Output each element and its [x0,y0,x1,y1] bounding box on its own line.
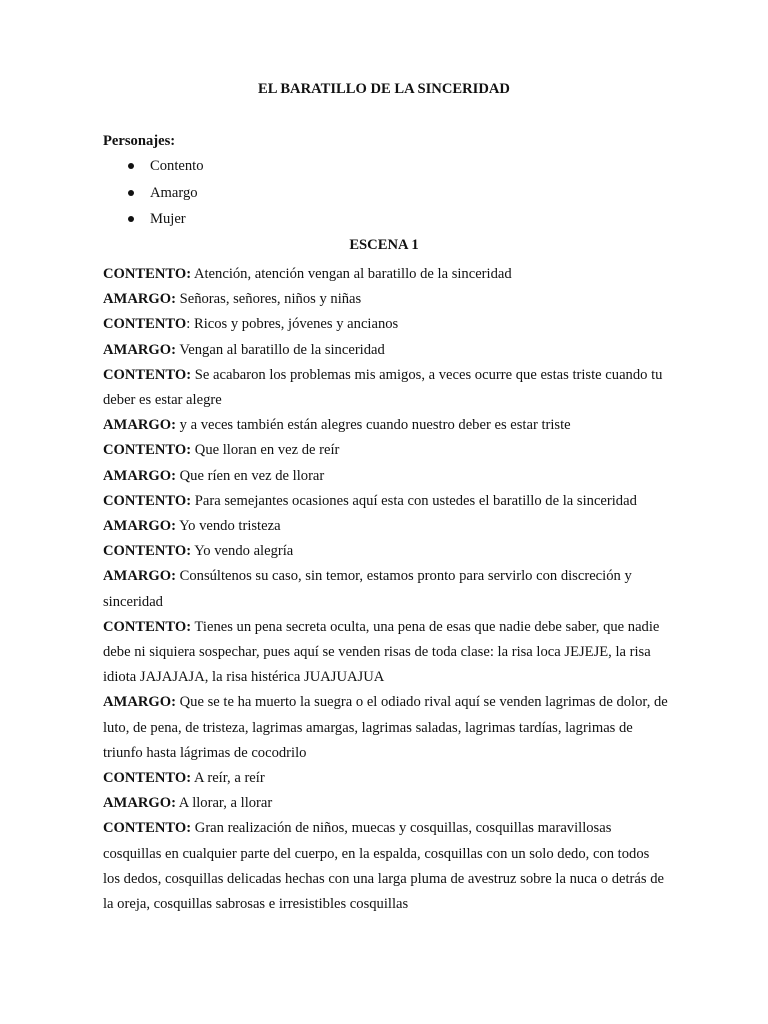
document-title: EL BARATILLO DE LA SINCERIDAD [258,81,510,97]
dialogue-line [103,363,668,413]
list-item [0,210,768,237]
line-text: Yo vendo tristeza [175,518,281,535]
dialogue-line [103,413,668,438]
dialogue-line [103,489,668,514]
scene-heading: ESCENA 1 [349,237,419,253]
speaker-name: AMARGO: [103,694,176,711]
line-text: Que se te ha muerto la suegra o el odiado rival aquí se venden lagrimas de dolor, de luto, de pena, de tristeza, lagrimas amargas, lagrimas saladas, lagrimas tardías, lagrimas de triunfo hasta lágrimas de cocodrilo [103,694,668,761]
dialogue-line [103,791,668,816]
line-text: Tienes un pena secreta oculta, una pena de esas que nadie debe saber, que nadie debe ni siquiera sospechar, pues aquí se venden risas de toda clase: la risa loca JEJEJE, la risa idiota JAJAJAJA, la risa histérica JUAJUAJUA [103,618,660,686]
dialogue-line [103,464,668,489]
line-text: Yo vendo alegría [191,543,294,560]
speaker-name: AMARGO: [103,417,176,434]
speaker-name: CONTENTO: [103,770,192,787]
bullet-icon [128,216,134,222]
dialogue-line [103,564,668,614]
dialogue-line [103,262,668,287]
speaker-name: AMARGO: [103,291,176,308]
dialogue-line [103,312,668,337]
line-text: y a veces también están alegres cuando nuestro deber es estar triste [175,417,571,434]
line-text: A reír, a reír [191,770,265,787]
dialogue [103,262,668,917]
dialogue-line [103,816,668,917]
speaker-name: AMARGO: [103,795,176,812]
dialogue-line [103,766,668,791]
dialogue-line [103,287,668,312]
bullet-icon [128,190,134,196]
list-item [0,157,768,184]
line-text: : Ricos y pobres, jóvenes y ancianos [186,316,399,333]
speaker-name: AMARGO: [103,568,176,585]
line-text: Gran realización de niños, muecas y cosquillas, cosquillas maravillosas cosquillas en cualquier parte del cuerpo, en la espalda, cosquillas con un solo dedo, con todos los dedos, cosquillas delicadas hechas con una larga pluma de avestruz sobre la nuca o detrás de la oreja, cosquillas sabrosas e irresistibles cosquillas [103,820,664,913]
line-text: Se acabaron los problemas mis amigos, a veces ocurre que estas triste cuando tu deber es estar alegre [103,366,663,409]
line-text: Consúltenos su caso, sin temor, estamos pronto para servirlo con discreción y sinceridad [103,568,632,610]
characters-list [0,157,768,237]
dialogue-line [103,438,668,463]
character-name: Contento [150,158,204,174]
speaker-name: CONTENTO: [103,442,192,459]
character-name: Mujer [150,211,186,227]
list-item [0,184,768,211]
speaker-name: CONTENTO: [103,618,192,635]
characters-heading: Personajes: [103,133,176,149]
speaker-name: AMARGO: [103,341,176,358]
line-text: Que lloran en vez de reír [191,442,340,459]
dialogue-line [103,690,668,766]
line-text: Vengan al baratillo de la sinceridad [175,341,385,358]
speaker-name: CONTENTO: [103,366,192,383]
speaker-name: CONTENTO: [103,820,192,837]
line-text: Atención, atención vengan al baratillo de la sinceridad [191,266,512,282]
line-text: Para semejantes ocasiones aquí esta con ustedes el baratillo de la sinceridad [191,492,637,509]
dialogue-line [103,514,668,539]
speaker-name: AMARGO: [103,518,176,535]
speaker-name: CONTENTO [103,316,187,333]
line-text: A llorar, a llorar [175,795,273,812]
character-name: Amargo [150,184,198,201]
speaker-name: CONTENTO: [103,543,192,560]
dialogue-line [103,539,668,564]
speaker-name: AMARGO: [103,467,176,484]
line-text: Que ríen en vez de llorar [175,467,325,484]
bullet-icon [128,163,134,169]
speaker-name: CONTENTO: [103,266,192,282]
dialogue-line [103,615,668,691]
dialogue-line [103,338,668,363]
line-text: Señoras, señores, niños y niñas [175,291,362,308]
speaker-name: CONTENTO: [103,492,192,509]
